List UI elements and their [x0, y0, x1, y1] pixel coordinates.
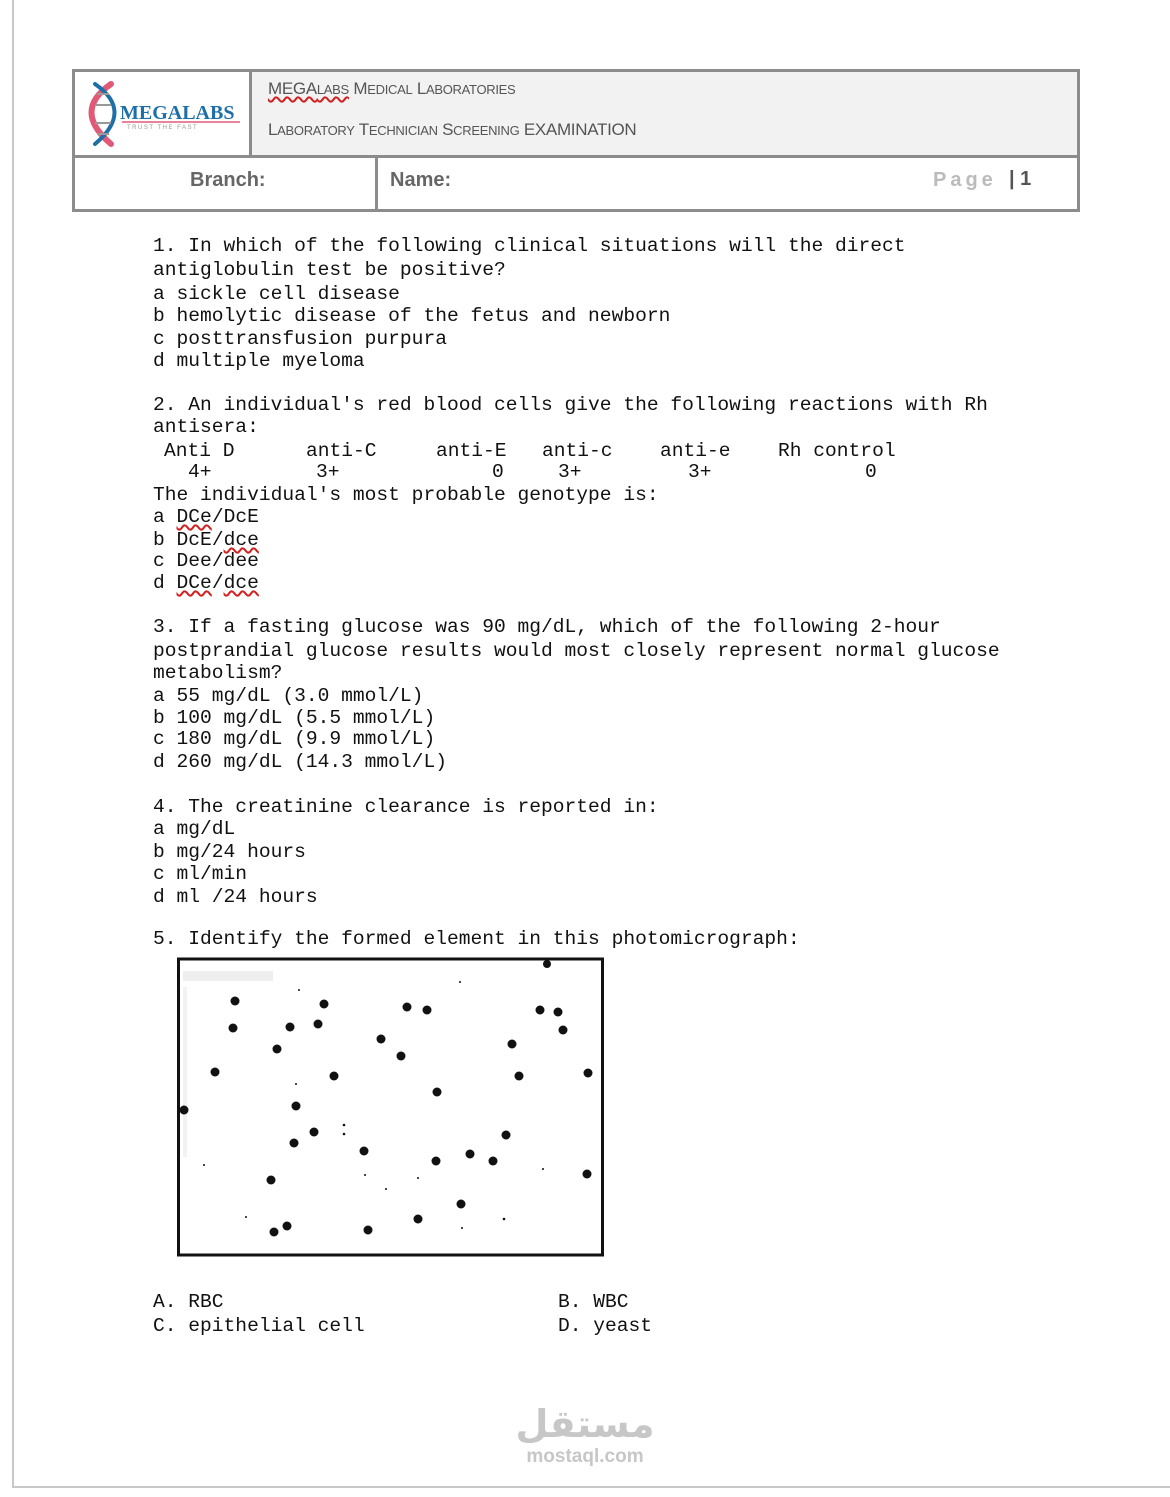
q2-table-header-anti-c-lower: anti-c — [542, 440, 613, 462]
q2-option-b: b DcE/dce — [153, 529, 259, 551]
q2-option-c: c Dee/dee — [153, 550, 259, 572]
q5-text-line1: 5. Identify the formed element in this photomicrograph: — [153, 928, 800, 950]
q3-text-line1: 3. If a fasting glucose was 90 mg/dL, which of the following 2-hour — [153, 616, 941, 638]
q4-text-line1: 4. The creatinine clearance is reported in: — [153, 796, 659, 818]
photomicrograph — [177, 957, 604, 1257]
title-cell — [252, 72, 1077, 155]
q4-option-a: a mg/dL — [153, 818, 236, 840]
q2-table-header-anti-d: Anti D — [164, 440, 235, 462]
q2-table-header-anti-c-upper: anti-C — [306, 440, 377, 462]
branch-label: Branch: — [190, 169, 266, 191]
q2-table-value-anti-d: 4+ — [188, 461, 212, 483]
logo-cell — [75, 72, 252, 155]
q3-text-line2: postprandial glucose results would most closely represent normal glucose — [153, 640, 1000, 662]
q1-option-a: a sickle cell disease — [153, 283, 400, 305]
lab-name: MEGALABS MEDICAL LABORATORIES — [268, 79, 516, 98]
q2-table-value-anti-c-upper: 3+ — [316, 461, 340, 483]
logo-tagline: TRUST THE FAST — [127, 125, 199, 131]
name-label: Name: — [390, 169, 452, 191]
q2-table-value-anti-e-upper: 0 — [492, 461, 504, 483]
header-bottom-row — [75, 158, 1077, 209]
page-number: | 1 — [1009, 168, 1032, 190]
dna-helix-icon — [92, 84, 115, 144]
q2-text-line3: The individual's most probable genotype is: — [153, 484, 659, 506]
q2-text-line2: antisera: — [153, 416, 259, 438]
q1-text-line2: antiglobulin test be positive? — [153, 259, 506, 281]
exam-title: LABORATORY TECHNICIAN SCREENING EXAMINATION — [268, 120, 637, 139]
logo-brand-text: MEGALABS — [120, 102, 235, 124]
watermark-latin: mostaql.com — [526, 1446, 644, 1467]
q1-option-b: b hemolytic disease of the fetus and newborn — [153, 305, 671, 327]
q5-option-a: A. RBC — [153, 1291, 224, 1313]
megalabs-logo — [75, 72, 249, 155]
q3-option-c: c 180 mg/dL (9.9 mmol/L) — [153, 728, 436, 750]
q2-table-header-anti-e-lower: anti-e — [660, 440, 731, 462]
q2-table-value-anti-c-lower: 3+ — [558, 461, 582, 483]
q2-table-header-rh-control: Rh control — [778, 440, 896, 462]
q3-text-line3: metabolism? — [153, 662, 283, 684]
q2-table-value-rh-control: 0 — [865, 461, 877, 483]
q4-option-b: b mg/24 hours — [153, 841, 306, 863]
watermark-arabic: مستقل — [515, 1402, 655, 1446]
q3-option-b: b 100 mg/dL (5.5 mmol/L) — [153, 707, 436, 729]
q3-option-d: d 260 mg/dL (14.3 mmol/L) — [153, 751, 447, 773]
q4-option-c: c ml/min — [153, 863, 248, 885]
mostaql-watermark — [505, 1395, 665, 1470]
header-top-row — [75, 72, 1077, 158]
q2-text-line1: 2. An individual's red blood cells give the following reactions with Rh — [153, 394, 988, 416]
q2-table-value-anti-e-lower: 3+ — [688, 461, 712, 483]
q3-option-a: a 55 mg/dL (3.0 mmol/L) — [153, 685, 424, 707]
page-bottom-edge — [12, 1486, 1170, 1488]
exam-header — [72, 69, 1080, 212]
q1-option-d: d multiple myeloma — [153, 350, 365, 372]
q5-option-b: B. WBC — [558, 1291, 629, 1313]
q2-option-a: a DCe/DcE — [153, 506, 259, 528]
q4-option-d: d ml /24 hours — [153, 886, 318, 908]
q1-option-c: c posttransfusion purpura — [153, 328, 447, 350]
q1-text-line1: 1. In which of the following clinical situations will the direct — [153, 235, 906, 257]
q2-table-header-anti-e-upper: anti-E — [436, 440, 507, 462]
q5-option-c: C. epithelial cell — [153, 1315, 365, 1337]
page-word: Page — [933, 169, 997, 191]
page-left-edge — [12, 0, 14, 1486]
q5-option-d: D. yeast — [558, 1315, 653, 1337]
q2-option-d: d DCe/dce — [153, 572, 259, 594]
